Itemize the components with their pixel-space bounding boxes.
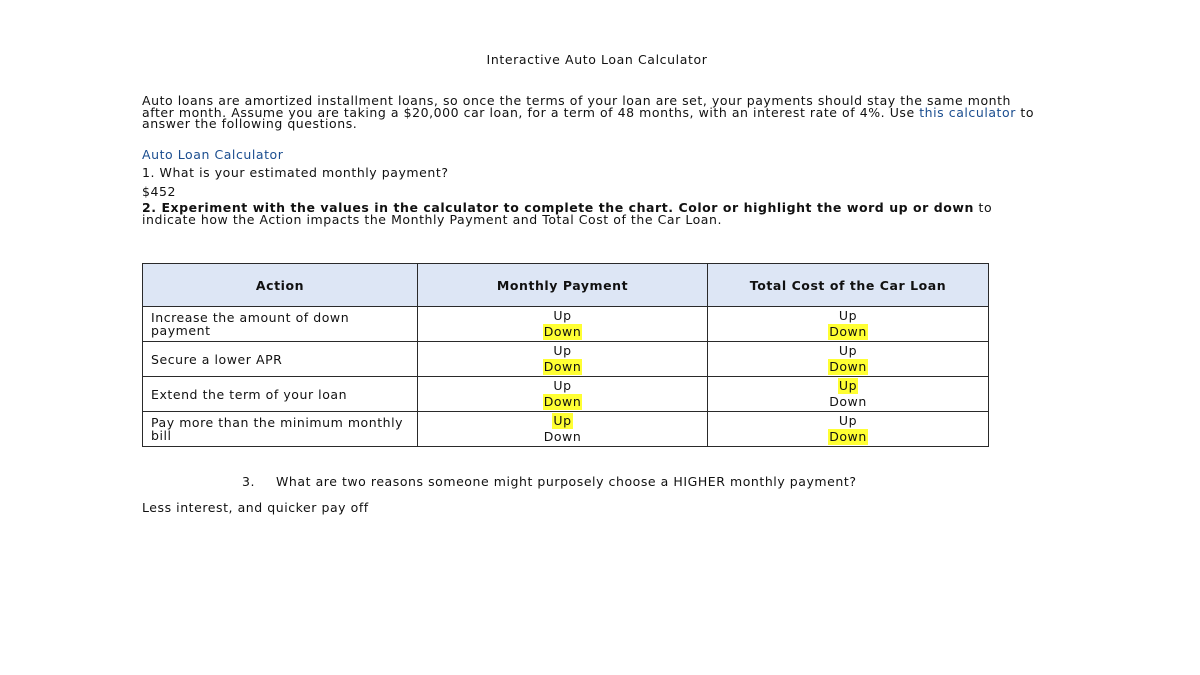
table-row [143,342,989,377]
table-row [143,377,989,412]
total-down: Down [829,394,867,409]
total-up: Up [838,308,858,323]
action-cell: Extend the term of your loan [151,386,348,402]
answer-1: $452 [142,184,177,199]
monthly-up-highlighted: Up [553,413,572,428]
auto-loan-calculator-link[interactable]: Auto Loan Calculator [142,147,284,162]
page-title: Interactive Auto Loan Calculator [486,52,708,67]
total-up: Up [838,413,858,428]
monthly-down-highlighted: Down [543,394,582,409]
impact-table [142,263,989,447]
question-3 [242,476,942,488]
calculator-inline-link[interactable]: this calculator [919,104,1016,120]
monthly-down-highlighted: Down [543,324,582,339]
total-up: Up [838,343,858,358]
monthly-down-highlighted: Down [543,359,582,374]
question-2-bold: 2. Experiment with the values in the calculator to complete the chart. Color or highlight the word up or down [142,200,974,215]
total-down-highlighted: Down [829,429,867,444]
intro-paragraph [142,95,1047,130]
answer-3: Less interest, and quicker pay off [142,500,369,515]
monthly-down: Down [543,429,582,444]
action-cell: Pay more than the minimum monthly bill [151,415,404,443]
question-2 [142,202,1047,225]
monthly-up: Up [553,343,572,358]
question-3-number: 3. [242,474,256,489]
intro-text-end: to answer the following questions. [142,104,1035,131]
action-cell: Increase the amount of down payment [151,310,350,338]
intro-text: Auto loans are amortized installment loans, so once the terms of your loan are set, your payments should stay the same month after month. Assume you are taking a $20,000 car loan, for a term of 48 months, with an interest rate of 4%. Use [142,93,1012,120]
table-row [143,307,989,342]
header-action: Action [143,264,418,307]
total-down-highlighted: Down [829,324,867,339]
header-monthly-payment: Monthly Payment [418,264,708,307]
table-row [143,412,989,447]
monthly-up: Up [553,378,572,393]
total-up-highlighted: Up [838,378,858,393]
total-down-highlighted: Down [829,359,867,374]
header-total-cost: Total Cost of the Car Loan [708,264,989,307]
question-3-text: What are two reasons someone might purposely choose a HIGHER monthly payment? [276,474,857,489]
monthly-up: Up [553,308,572,323]
question-2-rest: to indicate how the Action impacts the Monthly Payment and Total Cost of the Car Loan. [142,200,993,227]
table-header-row [143,264,989,307]
question-1: 1. What is your estimated monthly payment? [142,165,449,180]
action-cell: Secure a lower APR [151,351,283,367]
